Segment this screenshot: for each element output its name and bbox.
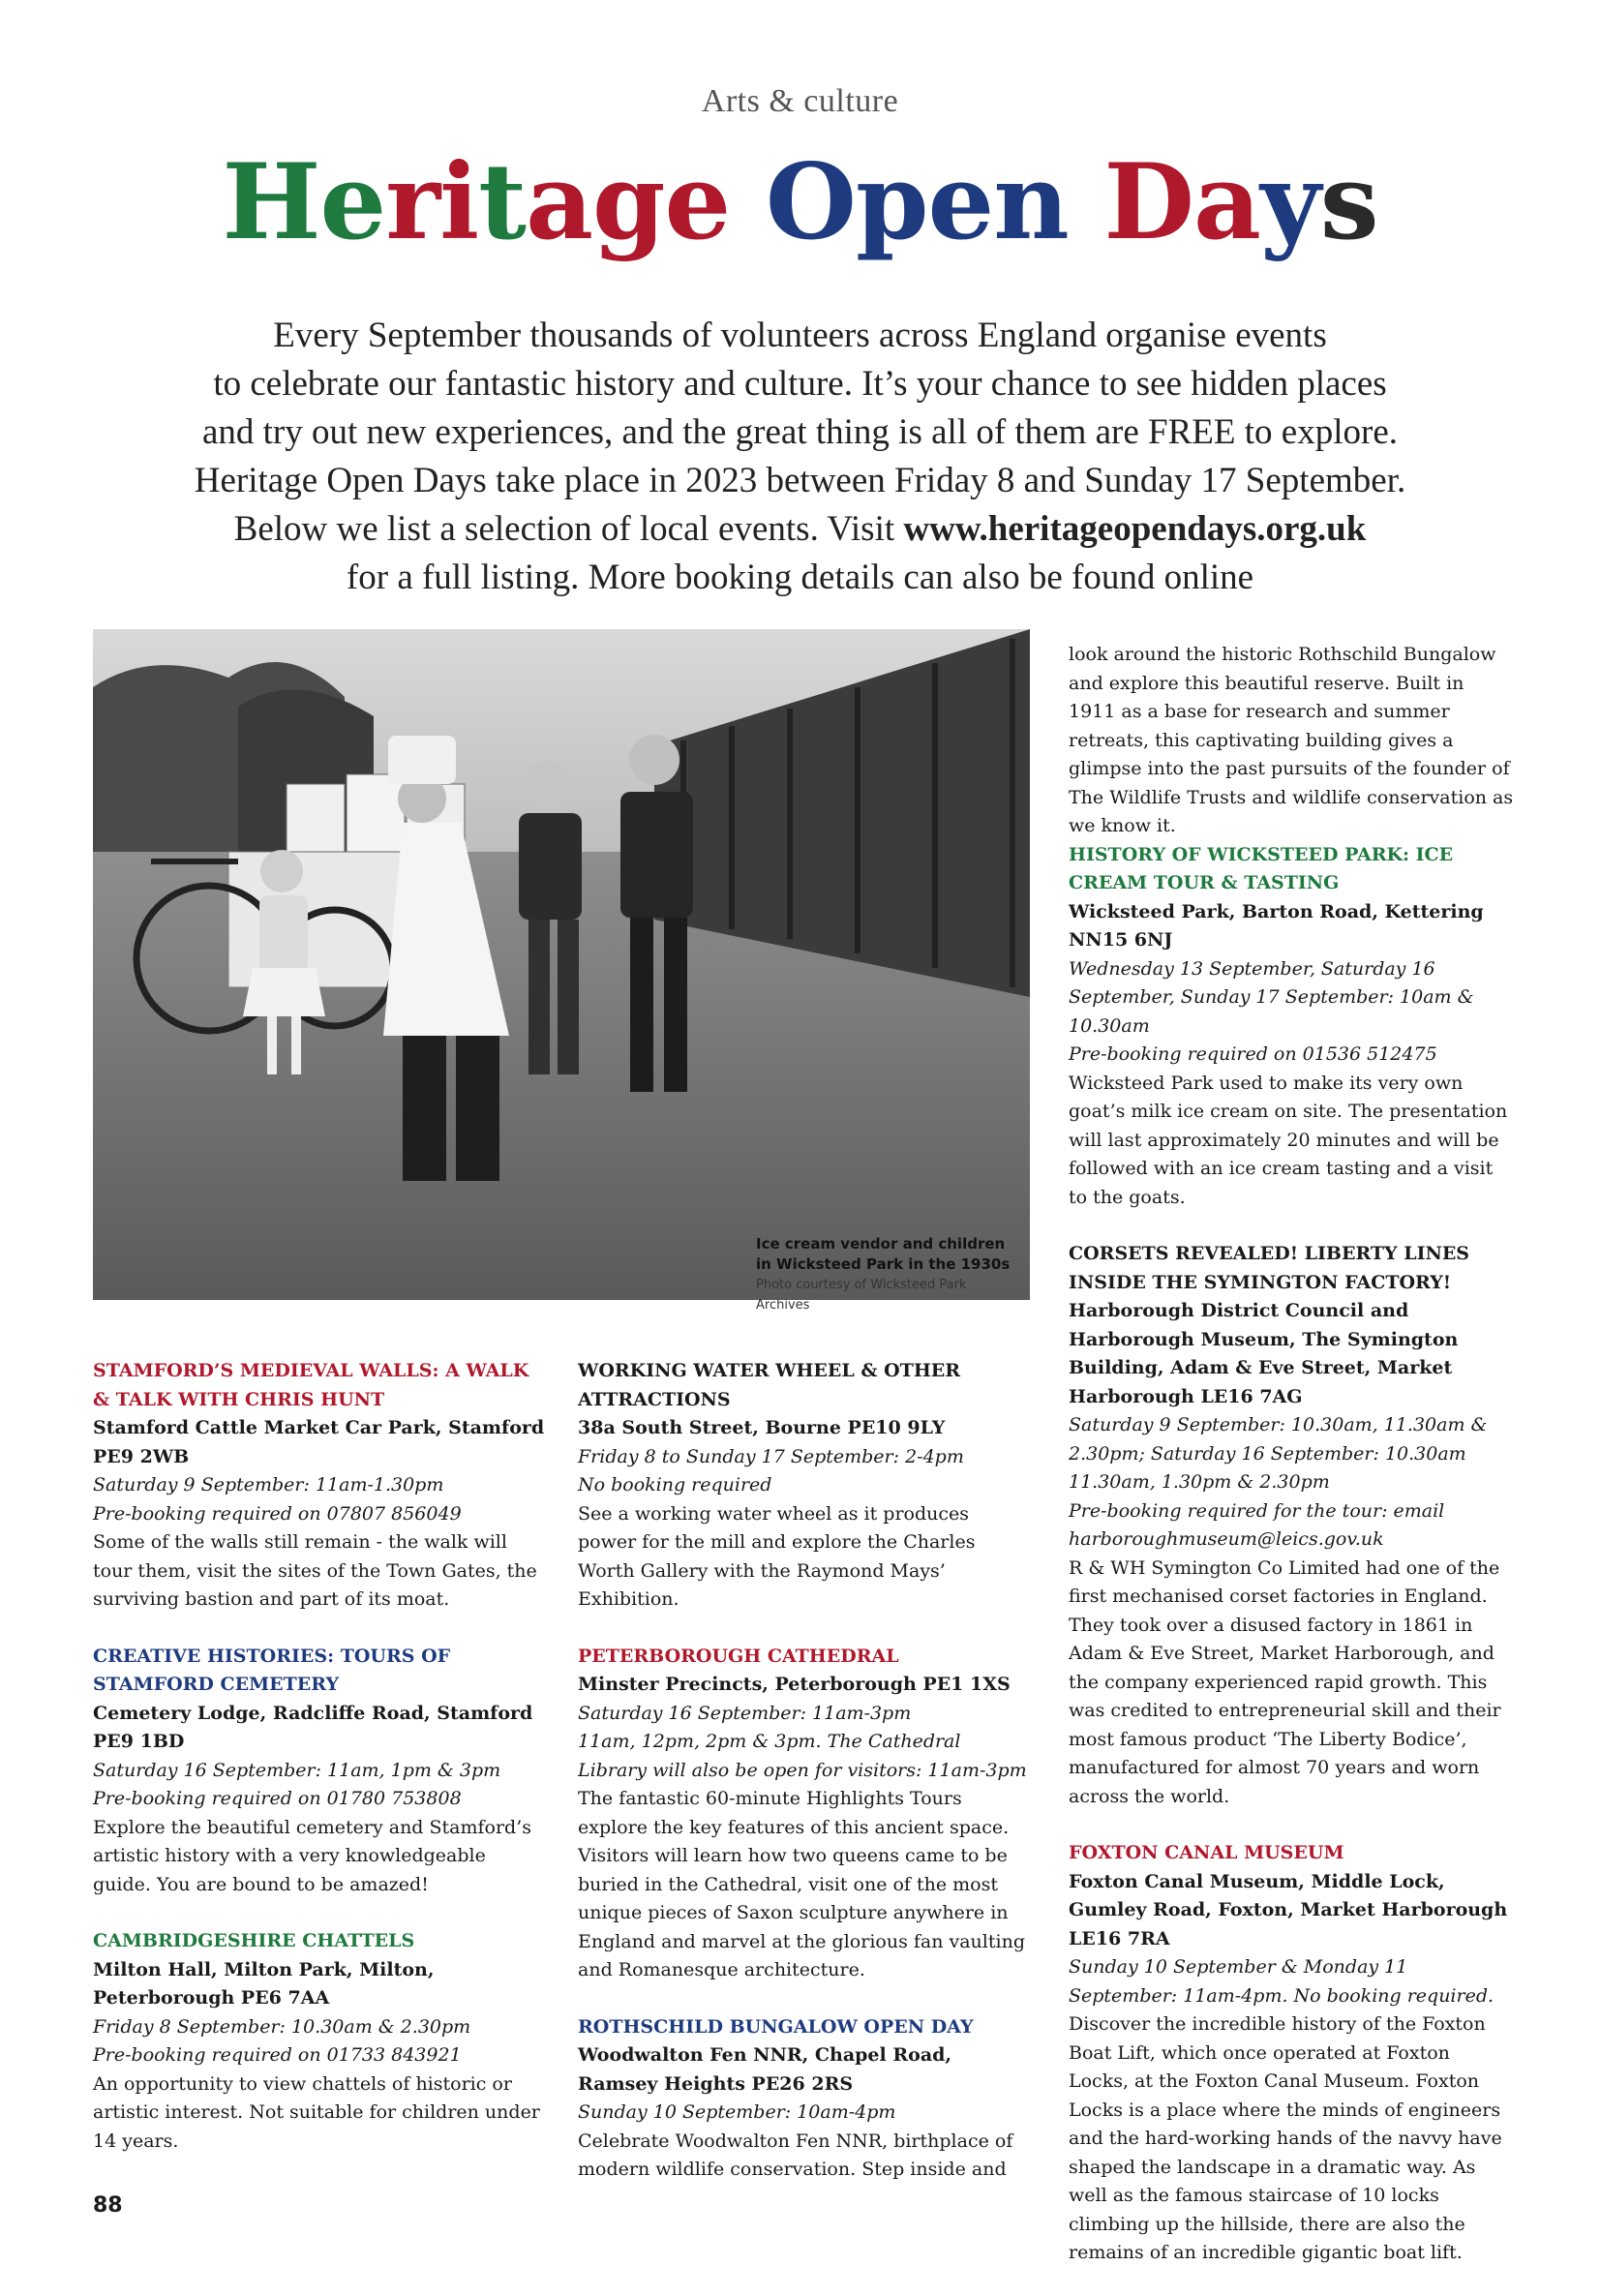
title-part: ri [385, 141, 479, 263]
intro-line: and try out new experiences, and the great thing is all of them are FREE to explore. [201, 412, 1398, 452]
intro-line: for a full listing. More booking details can also be found online [346, 558, 1254, 597]
event-heading: ROTHSCHILD BUNGALOW OPEN DAY [578, 2015, 974, 2038]
section-kicker: Arts & culture [701, 83, 899, 119]
event-entry [578, 2013, 1033, 2185]
column-middle [578, 1357, 1033, 2213]
caption-line: in Wicksteed Park in the 1930s [756, 1255, 1011, 1273]
event-time: Saturday 9 September: 10.30am, 11.30am & 2.30pm; Saturday 16 September: 10.30am 11.30am, 1.30pm & 2.30pm [1069, 1414, 1488, 1493]
caption-line: Ice cream vendor and children [756, 1235, 1006, 1253]
event-heading: CORSETS REVEALED! LIBERTY LINES INSIDE THE SYMINGTON FACTORY! [1069, 1243, 1470, 1293]
event-booking: 11am, 12pm, 2pm & 3pm. The Cathedral Library will also be open for visitors: 11am-3pm [578, 1731, 1027, 1781]
event-description: See a working water wheel as it produces power for the mill and explore the Charles Worth Gallery with the Raymond Mays’ Exhibition. [578, 1502, 976, 1610]
title-part: age [526, 141, 731, 263]
event-entry [1069, 1240, 1514, 1811]
event-time: Friday 8 to Sunday 17 September: 2-4pm [578, 1445, 964, 1467]
continued-text: look around the historic Rothschild Bungalow and explore this beautiful reserve. Built in 1911 as a base for research and summer retreats, this captivating building gives a glimpse into the past pursuits of the founder of The Wildlife Trusts and wildlife conservation as we know it. [1069, 644, 1514, 836]
intro-text: Below we list a selection of local events. Visit [233, 509, 904, 549]
event-heading: WORKING WATER WHEEL & OTHER ATTRACTIONS [578, 1360, 961, 1410]
event-heading: PETERBOROUGH CATHEDRAL [578, 1645, 899, 1667]
title-part: Op [730, 141, 928, 263]
title-part: y [1259, 141, 1320, 263]
column-left [93, 1357, 548, 2184]
event-description: Some of the walls still remain - the walk will tour them, visit the sites of the Town Gates, the surviving bastion and part of its moat. [93, 1531, 537, 1610]
event-entry [1069, 841, 1514, 1213]
event-time: Wednesday 13 September, Saturday 16 September, Sunday 17 September: 10am & 10.30am [1069, 957, 1474, 1037]
photo-illustration [93, 629, 1030, 1300]
event-location: Milton Hall, Milton Park, Milton, Peterborough PE6 7AA [93, 1958, 435, 2009]
column-right [1069, 641, 1514, 2296]
event-description: R & WH Symington Co Limited had one of the first mechanised corset factories in England. They took over a disused factory in 1861 in Adam & Eve Street, Market Harborough, and the company experienced rapid growth. This was credited to entrepreneurial skill and their most famous product ‘The Liberty Bodice’, manufactured for almost 70 years and worn across the world. [1069, 1556, 1501, 1807]
intro-line [126, 505, 1474, 554]
event-location: Stamford Cattle Market Car Park, Stamford PE9 2WB [93, 1417, 545, 1467]
event-location: Minster Precincts, Peterborough PE1 1XS [578, 1674, 1011, 1695]
event-location: Foxton Canal Museum, Middle Lock, Gumley Road, Foxton, Market Harborough LE16 7RA [1069, 1870, 1508, 1949]
event-location: Cemetery Lodge, Radcliffe Road, Stamford PE9 1BD [93, 1702, 533, 1752]
event-location: Wicksteed Park, Barton Road, Kettering NN15 6NJ [1069, 900, 1484, 951]
event-booking: Pre-booking required on 01733 843921 [93, 2044, 462, 2066]
event-entry [93, 1927, 548, 2156]
title-part: Da [1068, 141, 1260, 263]
website-link[interactable]: www.heritageopendays.org.uk [903, 509, 1367, 549]
page-number: 88 [93, 2193, 123, 2218]
event-time: Sunday 10 September: 10am-4pm [578, 2101, 896, 2123]
photo-caption [756, 1234, 1017, 1315]
historic-photo [93, 629, 1030, 1313]
event-heading: HISTORY OF WICKSTEED PARK: ICE CREAM TOUR & TASTING [1069, 843, 1454, 893]
page-title [0, 141, 1600, 263]
event-location: Harborough District Council and Harborough Museum, The Symington Building, Adam & Eve Street, Market Harborough LE16 7AG [1069, 1300, 1459, 1407]
intro-line: to celebrate our fantastic history and culture. It’s your chance to see hidden places [213, 364, 1387, 404]
event-booking: Pre-booking required on 07807 856049 [93, 1502, 462, 1525]
event-entry [93, 1357, 548, 1615]
event-heading: CREATIVE HISTORIES: TOURS OF STAMFORD CEMETERY [93, 1645, 451, 1695]
event-booking: Pre-booking required for the tour: email harboroughmuseum@leics.gov.uk [1069, 1499, 1445, 1550]
photo-credit: Photo courtesy of Wicksteed Park Archives [756, 1278, 967, 1313]
intro-line: Heritage Open Days take place in 2023 between Friday 8 and Sunday 17 September. [194, 461, 1406, 500]
event-booking: Pre-booking required on 01780 753808 [93, 1788, 462, 1809]
event-booking: No booking required [578, 1474, 772, 1495]
event-description: Celebrate Woodwalton Fen NNR, birthplace of modern wildlife conservation. Step inside and [578, 2130, 1013, 2180]
event-description: An opportunity to view chattels of historic or artistic interest. Not suitable for children under 14 years. [93, 2072, 540, 2152]
event-entry [93, 1643, 548, 1900]
event-entry [578, 1643, 1033, 1985]
event-heading: CAMBRIDGESHIRE CHATTELS [93, 1930, 415, 1951]
event-time: Sunday 10 September & Monday 11 September: 11am-4pm. No booking required. [1069, 1956, 1494, 2007]
event-heading: STAMFORD’S MEDIEVAL WALLS: A WALK & TALK WITH CHRIS HUNT [93, 1360, 529, 1410]
event-entry [1069, 1839, 1514, 2268]
event-heading: FOXTON CANAL MUSEUM [1069, 1842, 1344, 1863]
intro-line: Every September thousands of volunteers across England organise events [273, 316, 1327, 355]
title-part: t [478, 141, 527, 263]
event-booking: Pre-booking required on 01536 512475 [1069, 1043, 1437, 1065]
event-time: Saturday 16 September: 11am-3pm [578, 1702, 912, 1724]
event-entry [578, 1357, 1033, 1615]
event-description: The fantastic 60-minute Highlights Tours explore the key features of this ancient space. Visitors will learn how two queens came to be buried in the Cathedral, visit one of the most unique pieces of Saxon sculpture anywhere in England and marvel at the glorious fan vaulting and Romanesque architecture. [578, 1788, 1025, 1980]
title-part: s [1319, 141, 1378, 263]
event-location: 38a South Street, Bourne PE10 9LY [578, 1417, 946, 1438]
event-time: Saturday 9 September: 11am-1.30pm [93, 1474, 444, 1495]
title-part: en [927, 141, 1069, 263]
event-description: Discover the incredible history of the Foxton Boat Lift, which once operated at Foxton Locks, at the Foxton Canal Museum. Foxton Locks is a place where the minds of engineers and the hard-working hands of the navvy have shaped the landscape in a dramatic way. As well as the famous staircase of 10 locks climbing up the hillside, there are also the remains of an incredible gigantic boat lift. [1069, 2013, 1502, 2263]
title-part: He [222, 141, 386, 263]
event-time: Friday 8 September: 10.30am & 2.30pm [93, 2015, 471, 2038]
event-description: Wicksteed Park used to make its very own goat’s milk ice cream on site. The presentation will last approximately 20 minutes and will be followed with an ice cream tasting and a visit to the goats. [1069, 1072, 1508, 1208]
event-time: Saturday 16 September: 11am, 1pm & 3pm [93, 1759, 501, 1781]
event-description: Explore the beautiful cemetery and Stamford’s artistic history with a very knowledgeable guide. You are bound to be amazed! [93, 1816, 532, 1895]
intro-paragraph [126, 312, 1474, 602]
event-location: Woodwalton Fen NNR, Chapel Road, Ramsey Heights PE26 2RS [578, 2044, 952, 2095]
